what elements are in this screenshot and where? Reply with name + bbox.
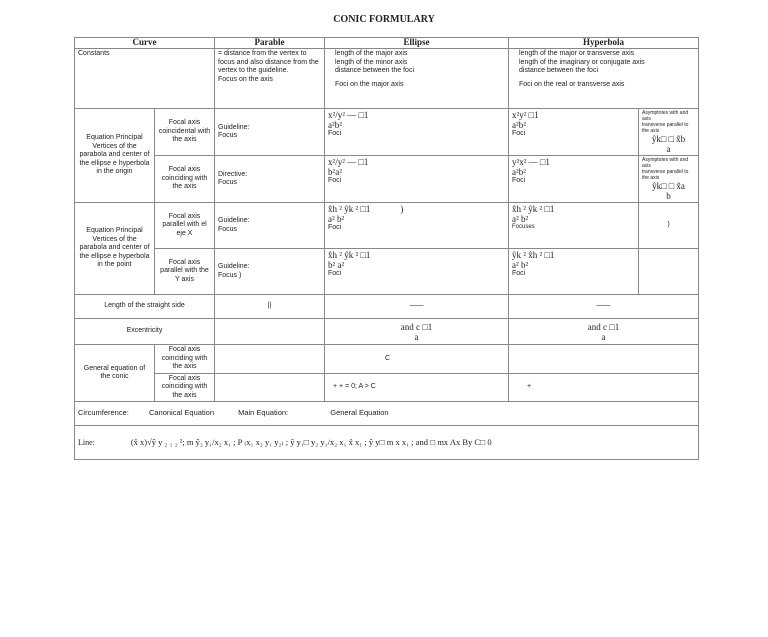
general-row-2 (75, 373, 699, 402)
formula: x̂h ² ŷk ² □1 (512, 204, 555, 214)
text-line: Focus (218, 225, 238, 233)
text-line: Foci (328, 177, 342, 184)
circumference-main: Main Equation: (238, 408, 289, 418)
formula: a²b² (328, 120, 342, 130)
general-label: General equation of the conic (75, 345, 155, 402)
text-line: length of the major axis (335, 50, 408, 57)
origin-ellipse-1 (325, 109, 509, 156)
header-parable: Parable (215, 38, 325, 49)
straight-side-ellipse: —— (325, 295, 509, 319)
point-parable-1 (215, 203, 325, 249)
origin-asymptotes-2 (639, 156, 699, 203)
circumference-label: Circumference: (78, 408, 129, 418)
point-ellipse-1 (325, 203, 509, 249)
point-hyperbola-1 (509, 203, 639, 249)
text-line: Guideline: (218, 123, 250, 131)
text-line: Guideline: (218, 217, 250, 224)
formula: a²b² (512, 167, 526, 177)
formula: ŷk ² x̂h ² □1 (512, 250, 555, 260)
general-ellipse-2: + + = 0; A > C (325, 373, 509, 402)
origin-hyperbola-1 (509, 109, 639, 156)
origin-label: Equation Principal Vertices of the parabola and center of the ellipse e hyperbola in the origin (75, 109, 155, 203)
point-hyperbola-1-extra: ) (639, 203, 699, 249)
line-cell (75, 426, 699, 460)
general-row-1 (75, 345, 699, 374)
text-line: Focus on the axis (218, 75, 273, 83)
constants-row (75, 49, 699, 109)
formula: b (666, 191, 671, 201)
formula: x²/y² — □1 (328, 110, 369, 120)
general-hyperbola-1 (509, 345, 699, 374)
straight-side-row (75, 295, 699, 319)
straight-side-hyperbola: —— (509, 295, 699, 319)
text-line: Foci on the real or transverse axis (519, 80, 625, 88)
formula: a (414, 331, 419, 342)
origin-parable-1 (215, 109, 325, 156)
line-label: Line: (78, 437, 95, 447)
conic-formulary-table (74, 37, 699, 460)
text-line: Focus (218, 132, 238, 139)
point-ellipse-2 (325, 249, 509, 295)
closing-paren: ) (400, 204, 404, 214)
formula: x²/y² — □1 (328, 157, 369, 167)
point-sub-2: Focal axis parallel with the Y axis (155, 249, 215, 295)
text-line: Foci (512, 130, 526, 137)
formula: b²a² (328, 167, 342, 177)
text-line: Foci (328, 130, 342, 137)
point-sub-1: Focal axis parallel with el eje X (155, 203, 215, 249)
formula: a² b² (512, 214, 529, 224)
origin-sub-1: Focal axis coincidental with the axis (155, 109, 215, 156)
general-parable-2 (215, 373, 325, 402)
formula: y²x² — □1 (512, 157, 550, 167)
point-row-1 (75, 203, 699, 249)
circumference-general: General Equation (330, 408, 389, 418)
text-line: transverse parallel to the axis (642, 122, 689, 134)
text-line: length of the minor axis (335, 58, 408, 66)
point-parable-2 (215, 249, 325, 295)
text-line: = distance from the vertex to (218, 50, 307, 57)
point-label: Equation Principal Vertices of the parabola and center of the ellipse e hyperbola in the point (75, 203, 155, 295)
straight-side-parable: || (215, 295, 325, 319)
text-line: Directive: (218, 170, 248, 178)
text-line: Foci (328, 224, 342, 231)
page-title: CONIC FORMULARY (333, 14, 435, 25)
eccentricity-row (75, 319, 699, 345)
straight-side-label: Length of the straight side (75, 295, 215, 319)
line-formula: (x̂ x)√ŷ y ₂ ₁ ₂ ²; m ŷ₂ y₁/x₂ x₁ ; P ₍x₁ x₂ y₁ y₂₎ ; ŷ y₁□ y₂ y₁/x₂ x₁ x̂ x₁ ; ŷ y□ m x x₁ ; and □ mx Ax By C□ 0 (130, 436, 492, 447)
origin-row-1 (75, 109, 699, 156)
text-line: vertex to the guideline. (218, 67, 289, 74)
text-line: distance between the foci (335, 67, 414, 74)
formula (328, 204, 505, 214)
line-row (75, 426, 699, 460)
point-hyperbola-2-extra (639, 249, 699, 295)
text-line: Focus ) (218, 271, 242, 279)
text-line: Foci (512, 270, 526, 277)
constants-parable (215, 49, 325, 109)
point-row-2 (75, 249, 699, 295)
circumference-cell (75, 402, 699, 426)
origin-asymptotes-1 (639, 109, 699, 156)
eccentricity-parable (215, 319, 325, 345)
origin-row-2 (75, 156, 699, 203)
constants-label: Constants (75, 49, 215, 109)
text-line: length of the major or transverse axis (519, 50, 635, 57)
text-line: Foci (512, 177, 526, 184)
eccentricity-ellipse (325, 319, 509, 345)
header-curve: Curve (75, 38, 215, 49)
circumference-canonical: Canonical Equation (148, 408, 214, 418)
constants-hyperbola (509, 49, 699, 109)
formula: x²y² □1 (512, 110, 539, 120)
text-line: Asymptotes with and axis (642, 110, 689, 122)
point-hyperbola-2 (509, 249, 639, 295)
formula: x̂h ² ŷk ² □1 (328, 250, 371, 260)
formula: a (601, 331, 606, 342)
eccentricity-hyperbola (509, 319, 699, 345)
text-line: length of the imaginary or conjugate axis (519, 58, 645, 66)
text-line: Focuses (512, 224, 535, 230)
formula: ŷk□ □ x̂b (651, 134, 686, 144)
general-sub-1: Focal axis coinciding with the axis (155, 345, 215, 374)
formula: and c □1 (400, 321, 433, 332)
constants-ellipse (325, 49, 509, 109)
circumference-row (75, 402, 699, 426)
formula: a²b² (512, 120, 526, 130)
formula: a² b² (512, 260, 529, 270)
general-hyperbola-2: + (509, 373, 699, 402)
text-line: Guideline: (218, 263, 250, 270)
general-ellipse-1: C (325, 345, 509, 374)
origin-hyperbola-2 (509, 156, 639, 203)
general-parable-1 (215, 345, 325, 374)
eccentricity-label: Excentricity (75, 319, 215, 345)
header-hyperbola: Hyperbola (509, 38, 699, 49)
formula: a² b² (328, 214, 345, 224)
header-row (75, 38, 699, 49)
text-line: Focus (218, 179, 238, 186)
origin-sub-2: Focal axis coinciding with the axis (155, 156, 215, 203)
header-ellipse: Ellipse (325, 38, 509, 49)
text-line: distance between the foci (519, 67, 598, 74)
text-line: focus and also distance from the (218, 58, 319, 66)
formula: ŷk□ □ x̂a (652, 181, 685, 191)
origin-parable-2 (215, 156, 325, 203)
text-line: Asymptotes with and axis (642, 157, 689, 169)
text-line: transverse parallel to the axis (642, 169, 689, 181)
origin-ellipse-2 (325, 156, 509, 203)
formula-text: x̂h ² ŷk ² □1 (328, 204, 371, 214)
general-sub-2: Focal axis coinciding with the axis (155, 373, 215, 402)
text-line: Foci (328, 270, 342, 277)
text-line: Foci on the major axis (335, 80, 404, 88)
formula: a (666, 144, 671, 154)
formula: and c □1 (587, 321, 620, 332)
formula: b² a² (328, 260, 345, 270)
